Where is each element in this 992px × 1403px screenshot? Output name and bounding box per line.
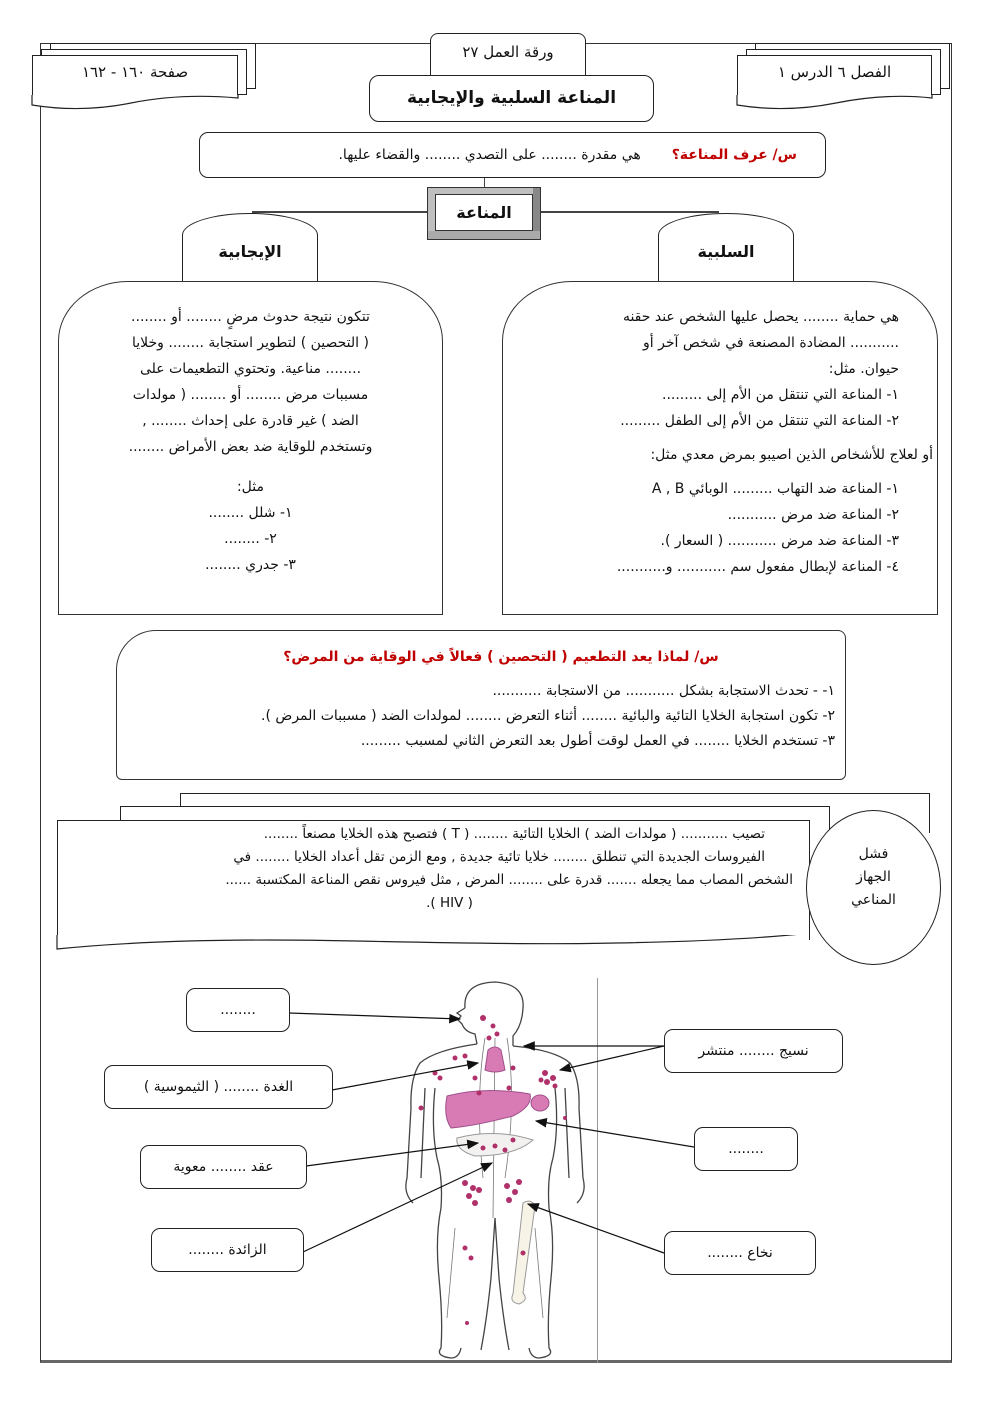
positive-immunity-box — [58, 281, 443, 615]
vaccination-answer: ١- - تحدث الاستجابة بشكل ........... من الاستجابة ........... — [492, 683, 835, 699]
positive-line: الضد ) غير قادرة على إحداث ........ , — [142, 413, 359, 429]
connector-line — [252, 211, 427, 213]
banner-wave — [56, 935, 812, 955]
passive-line: هي حماية ........ يحصل عليها الشخص عند حقنه — [622, 309, 899, 325]
example-item: ٣- جدري ........ — [205, 557, 296, 573]
chapter-label: الفصل ٦ الدرس ١ — [777, 63, 892, 81]
worksheet-label: ورقة العمل ٢٧ — [430, 33, 586, 78]
passive-line: حيوان. مثل: — [828, 361, 899, 377]
positive-title: الإيجابية — [182, 213, 318, 281]
pages-tab — [32, 43, 257, 105]
label-thymus[interactable]: الغدة ........ ( الثيموسية ) — [104, 1065, 333, 1109]
failure-line: تصيب ........... ( مولدات الضد ) الخلايا التائية ........ ( T ) فتصبح هذه الخلايا مصنعاً ........ — [263, 826, 765, 842]
vaccination-question-box — [116, 630, 846, 780]
chapter-tab — [737, 43, 957, 105]
treatment-item: ٢- المناعة ضد مرض ........... — [727, 507, 899, 523]
pages-label: صفحة ١٦٠ - ١٦٢ — [81, 63, 189, 81]
immune-failure-box — [57, 820, 810, 940]
label-intestinal-nodes[interactable]: عقد ........ معوية — [140, 1145, 307, 1189]
label-tonsils[interactable]: ........ — [186, 988, 290, 1032]
positive-line: وتستخدم للوقاية ضد بعض الأمراض ........ — [128, 439, 373, 455]
label-spleen[interactable]: ........ — [694, 1127, 798, 1171]
treatment-intro: أو لعلاج للأشخاص الذين اصيبو بمرض معدي مثل: — [650, 447, 933, 463]
definition-question: س/ عرف المناعة؟ — [671, 147, 797, 163]
label-bone-marrow[interactable]: نخاع ........ — [664, 1231, 816, 1275]
example-item: ٢- ........ — [224, 531, 277, 547]
page-title: المناعة السلبية والإيجابية — [369, 75, 654, 122]
immunity-center-box — [427, 187, 541, 240]
circle-line: المناعي — [851, 892, 896, 908]
examples-label: مثل: — [236, 479, 265, 495]
failure-line: ( HIV ). — [426, 895, 473, 911]
definition-question-box — [199, 132, 826, 178]
treatment-item: ٤- المناعة لإبطال مفعول سم ........... و........... — [616, 559, 899, 575]
treatment-item: ١- المناعة ضد التهاب ......... الوبائي A , B — [651, 481, 899, 497]
vaccination-question: س/ لماذا يعد التطعيم ( التحصين ) فعالاً في الوقاية من المرض؟ — [283, 649, 719, 665]
connector-line — [541, 211, 719, 213]
definition-answer: هي مقدرة ........ على التصدي ........ والقضاء عليها. — [338, 147, 641, 163]
passive-line: ١- المناعة التي تنتقل من الأم إلى ......... — [662, 387, 899, 403]
label-diffuse-tissue[interactable]: نسيج ........ منتشر — [664, 1029, 843, 1073]
positive-line: مسببات مرض ........ أو ........ ( مولدات — [132, 387, 369, 403]
circle-line: الجهاز — [856, 869, 891, 885]
positive-line: ........ مناعية. وتحتوي التطعيمات على — [139, 361, 362, 377]
positive-line: تتكون نتيجة حدوث مرضٍ ........ أو ........ — [131, 309, 370, 325]
failure-line: الفيروسات الجديدة التي تنطلق ........ خلايا تائية جديدة , ومع الزمن تقل أعداد الخلايا ........ في — [233, 849, 765, 865]
passive-line: ........... المضادة المصنعة في شخص آخر أو — [643, 335, 899, 351]
vaccination-answer: ٢- تكون استجابة الخلايا التائية والبائية ........ أثناء التعرض ........ لمولدات الضد ( مسببات المرض ). — [261, 708, 835, 724]
example-item: ١- شلل ........ — [208, 505, 293, 521]
failure-line: الشخص المصاب مما يجعله ....... قدرة على ........ المرض , مثل فيروس نقص المناعة المكتسبة ...... — [225, 872, 793, 888]
vaccination-answer: ٣- تستخدم الخلايا ........ في العمل لوقت أطول بعد التعرض الثاني لمسبب ......... — [360, 733, 835, 749]
positive-line: ( التحصين ) لتطوير استجابة ........ وخلايا — [132, 335, 369, 351]
passive-immunity-box — [502, 281, 938, 615]
treatment-item: ٣- المناعة ضد مرض ........... ( السعار ). — [660, 533, 899, 549]
immunity-label: المناعة — [435, 194, 533, 231]
passive-line: ٢- المناعة التي تنتقل من الأم إلى الطفل ......... — [620, 413, 899, 429]
immune-failure-circle — [806, 810, 941, 965]
lymphatic-system-illustration — [395, 978, 605, 1363]
circle-line: فشل — [858, 846, 889, 862]
label-appendix[interactable]: الزائدة ........ — [151, 1228, 304, 1272]
passive-title: السلبية — [658, 213, 794, 281]
